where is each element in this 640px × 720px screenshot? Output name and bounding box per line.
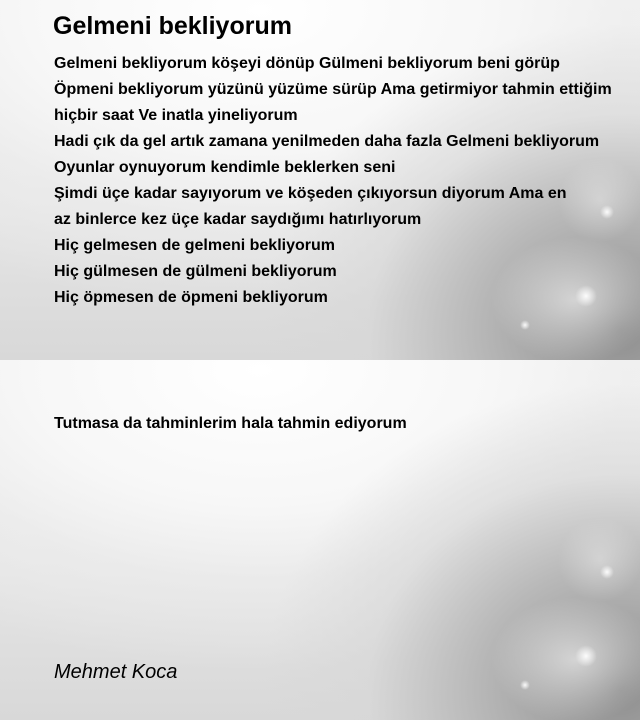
background-sparkle: [575, 285, 597, 307]
background-sparkle: [600, 205, 614, 219]
poem-line: Hiç gülmesen de gülmeni bekliyorum: [54, 263, 337, 280]
background-sparkle: [575, 645, 597, 667]
poem-line: hiçbir saat Ve inatla yineliyorum: [54, 107, 298, 124]
poem-line: Hadi çık da gel artık zamana yenilmeden daha fazla Gelmeni bekliyorum: [54, 133, 600, 150]
background-sparkle: [600, 565, 614, 579]
poem-panel-bottom: [0, 360, 640, 720]
poem-line: az binlerce kez üçe kadar saydığımı hatırlıyorum: [54, 211, 422, 228]
poem-line: Hiç öpmesen de öpmeni bekliyorum: [54, 289, 328, 306]
poem-title: Gelmeni bekliyorum: [53, 12, 292, 40]
poem-line-continuation: Tutmasa da tahminlerim hala tahmin ediyorum: [54, 415, 407, 432]
poem-line: Hiç gelmesen de gelmeni bekliyorum: [54, 237, 335, 254]
background-sparkle: [520, 680, 530, 690]
background-sparkle: [520, 320, 530, 330]
poem-line: Gelmeni bekliyorum köşeyi dönüp Gülmeni bekliyorum beni görüp: [54, 55, 560, 72]
poem-line: Şimdi üçe kadar sayıyorum ve köşeden çıkıyorsun diyorum Ama en: [54, 185, 567, 202]
poem-line: Öpmeni bekliyorum yüzünü yüzüme sürüp Ama getirmiyor tahmin ettiğim: [54, 81, 612, 98]
poem-line: Oyunlar oynuyorum kendimle beklerken seni: [54, 159, 396, 176]
poem-author: Mehmet Koca: [54, 661, 178, 683]
